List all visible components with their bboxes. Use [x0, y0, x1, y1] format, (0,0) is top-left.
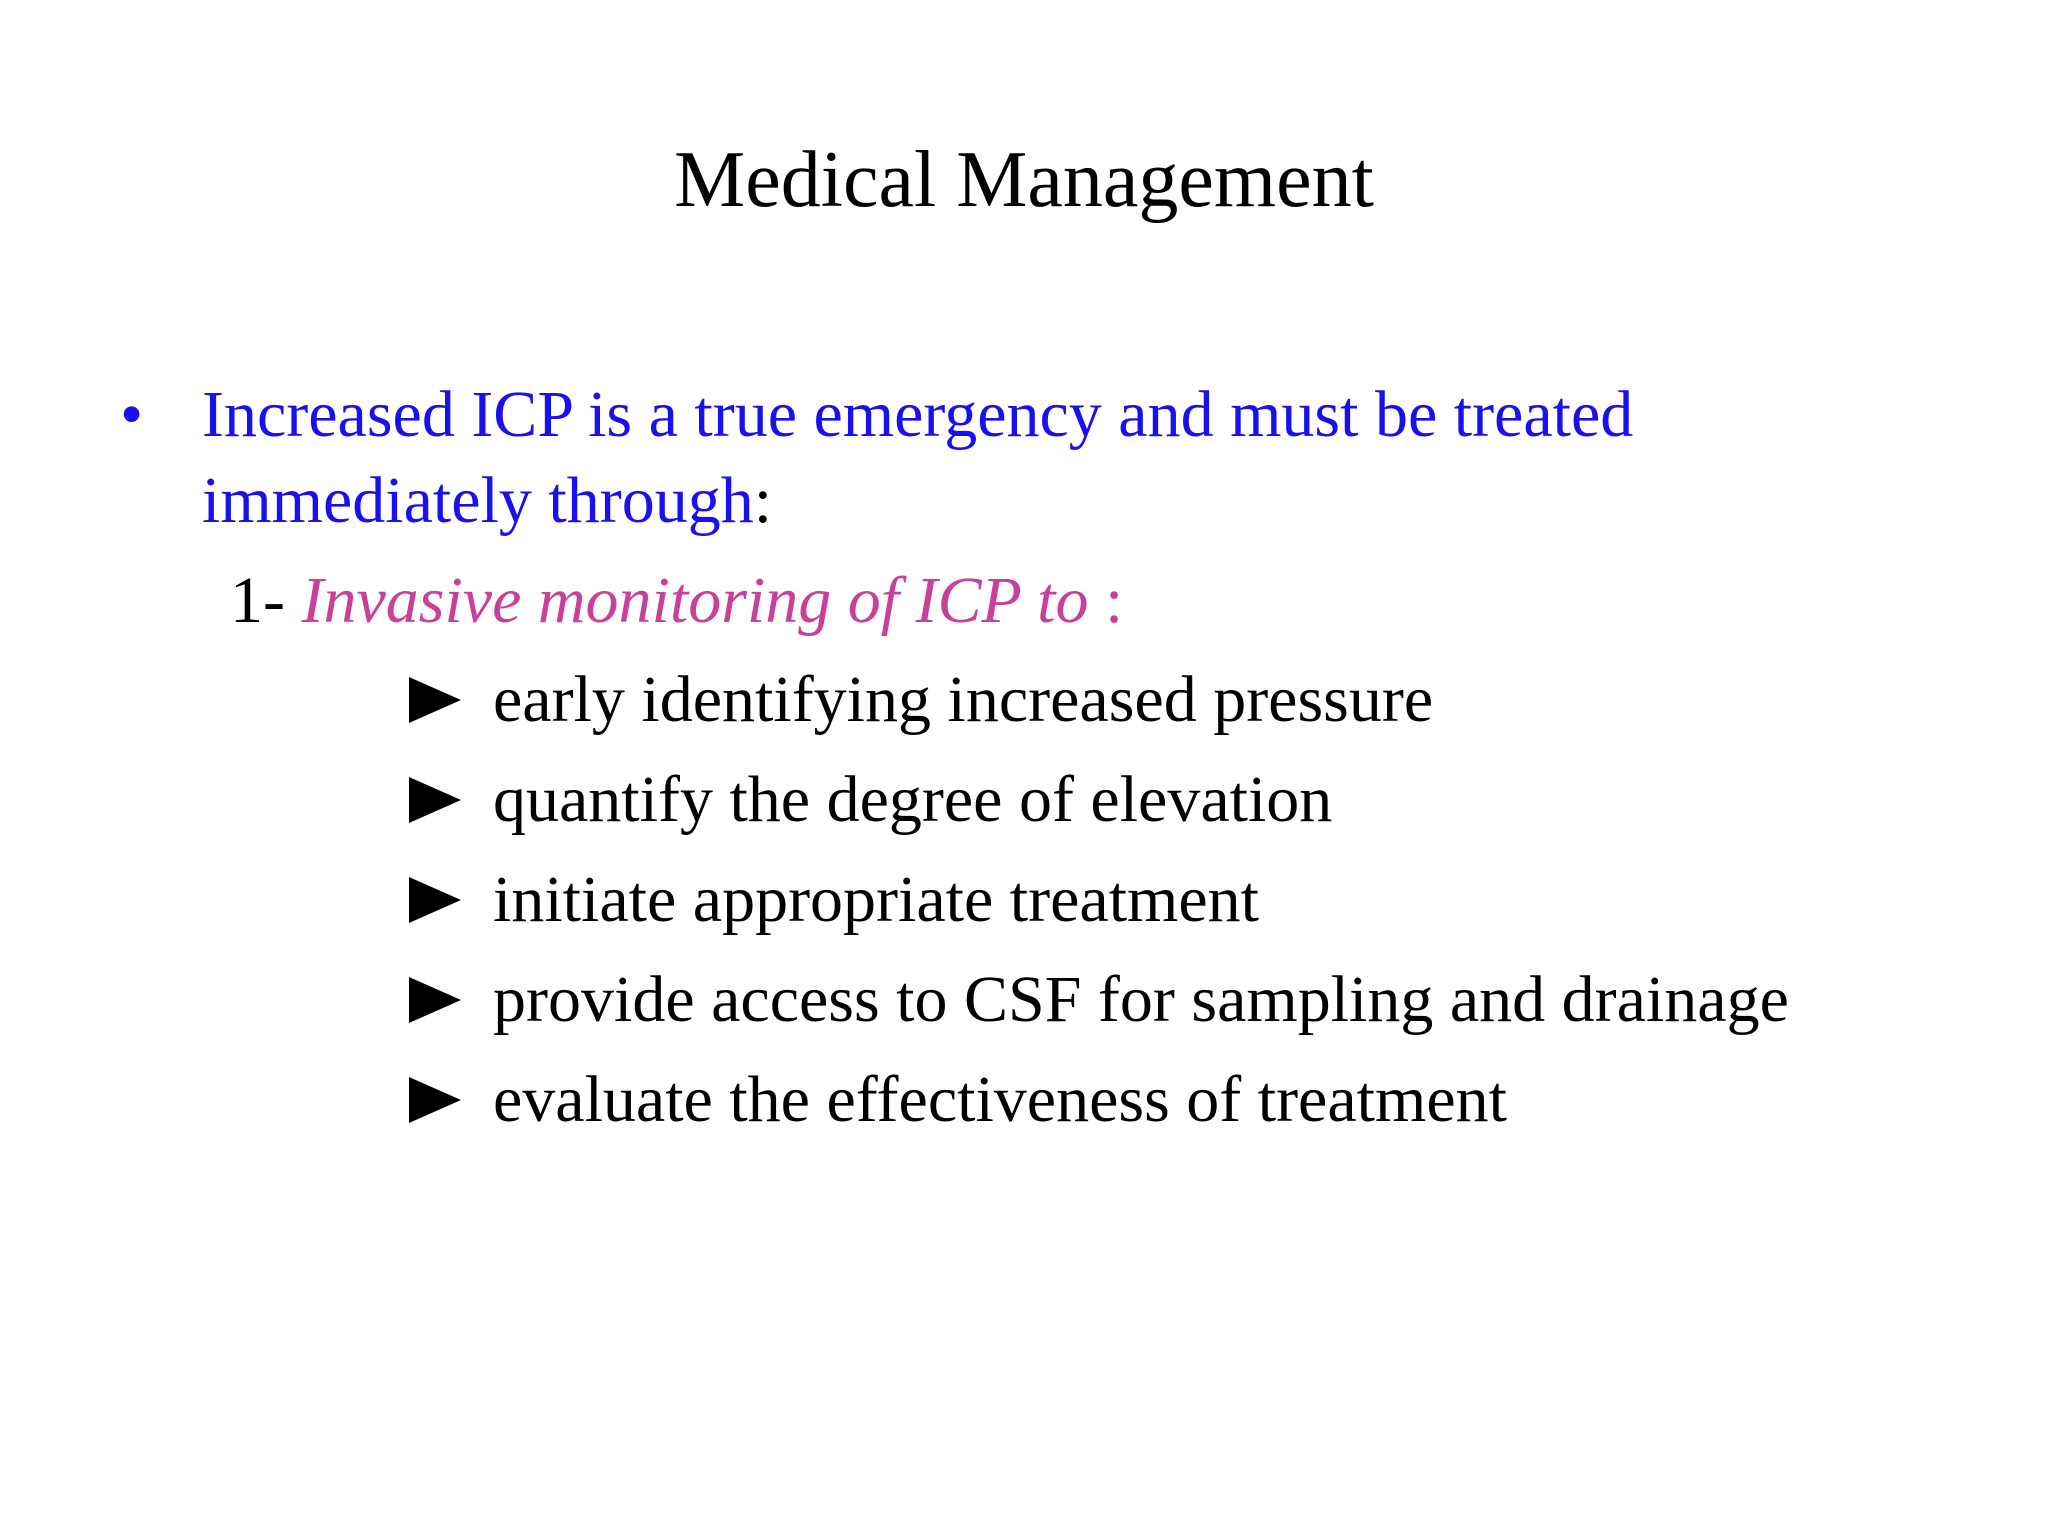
list-item-text: initiate appropriate treatment [493, 863, 1259, 936]
list-item-text: early identifying increased pressure [493, 663, 1434, 736]
list-item [405, 650, 1789, 750]
right-arrow-icon [409, 977, 461, 1023]
list-item [405, 750, 1789, 850]
list-item-text: evaluate the effectiveness of treatment [493, 1063, 1507, 1136]
list-item-text: provide access to CSF for sampling and drainage [493, 963, 1789, 1036]
bullet-dot-icon: • [120, 378, 144, 451]
subheading-number: 1- [230, 564, 285, 637]
list-item [405, 850, 1789, 950]
main-bullet-statement: Increased ICP is a true emergency and must be treated immediately through [202, 378, 1634, 537]
list-item [405, 1050, 1789, 1150]
right-arrow-icon [409, 1077, 461, 1123]
subheading-colon: : [1105, 564, 1124, 637]
subheading [230, 558, 1123, 644]
main-bullet-text [202, 372, 1742, 544]
right-arrow-icon [409, 677, 461, 723]
list-item-text: quantify the degree of elevation [493, 763, 1333, 836]
main-bullet-colon: : [753, 464, 773, 537]
slide-title: Medical Management [674, 136, 1374, 224]
right-arrow-icon [409, 777, 461, 823]
right-arrow-icon [409, 877, 461, 923]
list-item [405, 950, 1789, 1050]
arrow-list [405, 650, 1789, 1150]
subheading-text: Invasive monitoring of ICP to [301, 564, 1089, 637]
